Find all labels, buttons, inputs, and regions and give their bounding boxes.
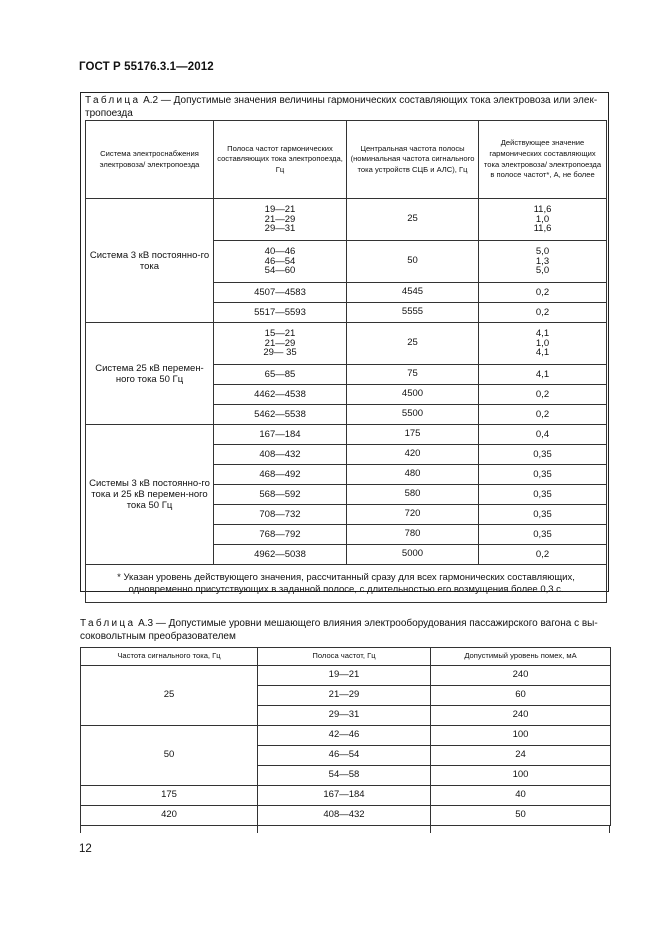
band-cell [214,199,347,241]
band-value: 408—432 [259,448,301,460]
center-frequency-cell: 4545 [347,283,479,303]
current-value: 0,2 [535,548,550,560]
system-cell: Система 25 кВ перемен-ного тока 50 Гц [86,323,214,425]
current-value-cell [479,485,607,505]
current-value: 0,2 [535,388,550,400]
band-value: 46—54 [264,255,296,267]
current-value: 0,2 [535,408,550,420]
center-frequency-cell: 5000 [347,545,479,565]
band-value: 768—792 [259,528,301,540]
current-value: 0,2 [535,306,550,318]
current-value: 5,0 [535,246,550,258]
table-a3-caption-text: А.3 — Допустимые уровни мешающего влияния электрооборудования пассажирского вагона с вы- [135,618,598,629]
band-cell [214,241,347,283]
band-value: 5517—5593 [254,306,306,318]
table-a2-footnote-line2: одновременно присутствующих в заданной полосе, с длительностью его возмущения более 0,3 с. [128,583,564,595]
current-value-cell [479,365,607,385]
signal-frequency-cell: 25 [81,666,258,726]
table-a2-caption-text-cont: тропоезда [85,107,133,119]
center-frequency-cell: 175 [347,425,479,445]
table-a3-caption [80,618,610,643]
table-a2-caption [85,95,607,120]
current-value-cell [479,505,607,525]
interference-level-cell: 240 [431,706,611,726]
band-cell [214,283,347,303]
center-frequency-cell: 480 [347,465,479,485]
table-row [81,666,611,686]
table-a2-footnote [86,565,607,603]
band-cell [214,545,347,565]
current-value-cell [479,323,607,365]
current-value: 0,35 [533,488,552,500]
band-cell: 408—432 [258,806,431,826]
current-value: 5,0 [535,265,550,277]
center-frequency-cell: 50 [347,241,479,283]
band-value: 29—31 [264,223,296,235]
interference-level-cell: 40 [431,786,611,806]
band-cell: 54—58 [258,766,431,786]
current-value-cell [479,385,607,405]
table-a2-caption-text: А.2 — Допустимые значения величины гармонических составляющих тока электровоза или элек- [140,95,598,106]
interference-level-cell: 240 [431,666,611,686]
interference-level-cell: 100 [431,726,611,746]
current-value: 11,6 [533,204,552,216]
table-a3-continuation [80,825,610,833]
page-number: 12 [79,843,92,855]
current-value: 0,35 [533,508,552,520]
table-a3-caption-label: Таблица [80,618,136,629]
interference-level-cell: 24 [431,746,611,766]
center-frequency-cell: 580 [347,485,479,505]
band-cell [214,505,347,525]
table-row [86,199,607,241]
band-cell: 167—184 [258,786,431,806]
band-value: 29— 35 [263,347,297,359]
current-value: 0,2 [535,286,550,298]
table-a2-body [86,199,607,565]
system-cell: Система 3 кВ постоянно-го тока [86,199,214,323]
band-cell [214,405,347,425]
table-a2-footnote-line1: * Указан уровень действующего значения, рассчитанный сразу для всех гармонических составляющих, [117,572,575,583]
band-cell [214,485,347,505]
center-frequency-cell: 5555 [347,303,479,323]
interference-level-cell: 60 [431,686,611,706]
current-value: 0,35 [533,448,552,460]
band-cell: 19—21 [258,666,431,686]
current-value: 4,1 [535,368,550,380]
current-value-cell [479,283,607,303]
center-frequency-cell: 5500 [347,405,479,425]
current-value-cell [479,405,607,425]
signal-frequency-cell: 50 [81,726,258,786]
band-value: 21—29 [264,337,296,349]
band-value: 167—184 [259,428,301,440]
signal-frequency-cell: 420 [81,806,258,826]
band-value: 65—85 [264,368,296,380]
band-value: 19—21 [264,204,296,216]
table-row [81,806,611,826]
table-row [81,726,611,746]
system-cell: Системы 3 кВ постоянно-го тока и 25 кВ перемен-ного тока 50 Гц [86,425,214,565]
band-cell [214,365,347,385]
band-cell [214,525,347,545]
center-frequency-cell: 25 [347,323,479,365]
table-row [81,786,611,806]
band-cell [214,303,347,323]
band-value: 4962—5038 [254,548,306,560]
table-a2-header-value: Действующее значение гармонических составляющих тока электровоза/ электропоезда в полосе частот*, А, не более [479,121,607,199]
table-row [86,425,607,445]
band-value: 40—46 [264,246,296,258]
band-cell [214,425,347,445]
current-value: 4,1 [535,328,550,340]
current-value: 4,1 [535,347,550,359]
table-a3 [80,647,611,826]
interference-level-cell: 100 [431,766,611,786]
band-value: 5462—5538 [254,408,306,420]
current-value-cell [479,465,607,485]
current-value-cell [479,445,607,465]
band-cell: 29—31 [258,706,431,726]
current-value: 0,35 [533,468,552,480]
current-value-cell [479,525,607,545]
band-cell: 42—46 [258,726,431,746]
band-cell [214,385,347,405]
band-cell: 21—29 [258,686,431,706]
band-value: 21—29 [264,213,296,225]
band-cell [214,445,347,465]
band-value: 568—592 [259,488,301,500]
band-cell [214,465,347,485]
current-value-cell [479,425,607,445]
current-value: 11,6 [533,223,552,235]
current-value: 1,3 [535,255,550,267]
band-cell: 46—54 [258,746,431,766]
interference-level-cell: 50 [431,806,611,826]
table-a2-header-center: Центральная частота полосы (номинальная частота сигнального тока устройств СЦБ и АЛС), Гц [347,121,479,199]
band-value: 15—21 [264,328,296,340]
band-cell [214,323,347,365]
table-row [86,323,607,365]
current-value: 0,4 [535,428,550,440]
band-value: 708—732 [259,508,301,520]
table-a3-body [81,666,611,826]
table-a2-caption-label: Таблица [85,95,141,106]
center-frequency-cell: 780 [347,525,479,545]
signal-frequency-cell: 175 [81,786,258,806]
table-a3-header-band: Полоса частот, Гц [258,648,431,666]
band-value: 4462—4538 [254,388,306,400]
band-value: 468—492 [259,468,301,480]
document-header: ГОСТ Р 55176.3.1—2012 [79,61,214,73]
band-value: 54—60 [264,265,296,277]
current-value: 0,35 [533,528,552,540]
center-frequency-cell: 75 [347,365,479,385]
center-frequency-cell: 25 [347,199,479,241]
table-a3-header-level: Допустимый уровень помех, мА [431,648,611,666]
table-a3-header-freq: Частота сигнального тока, Гц [81,648,258,666]
current-value-cell [479,545,607,565]
center-frequency-cell: 720 [347,505,479,525]
center-frequency-cell: 420 [347,445,479,465]
band-value: 4507—4583 [254,286,306,298]
table-a2-header-band: Полоса частот гармонических составляющих тока электропоезда, Гц [214,121,347,199]
current-value: 1,0 [535,213,550,225]
center-frequency-cell: 4500 [347,385,479,405]
table-a2-header-system: Система электроснабжения электровоза/ электропоезда [86,121,214,199]
current-value-cell [479,199,607,241]
table-a3-caption-text-cont: соковольтным преобразователем [80,630,236,642]
current-value: 1,0 [535,337,550,349]
current-value-cell [479,241,607,283]
current-value-cell [479,303,607,323]
table-a2 [85,120,607,603]
